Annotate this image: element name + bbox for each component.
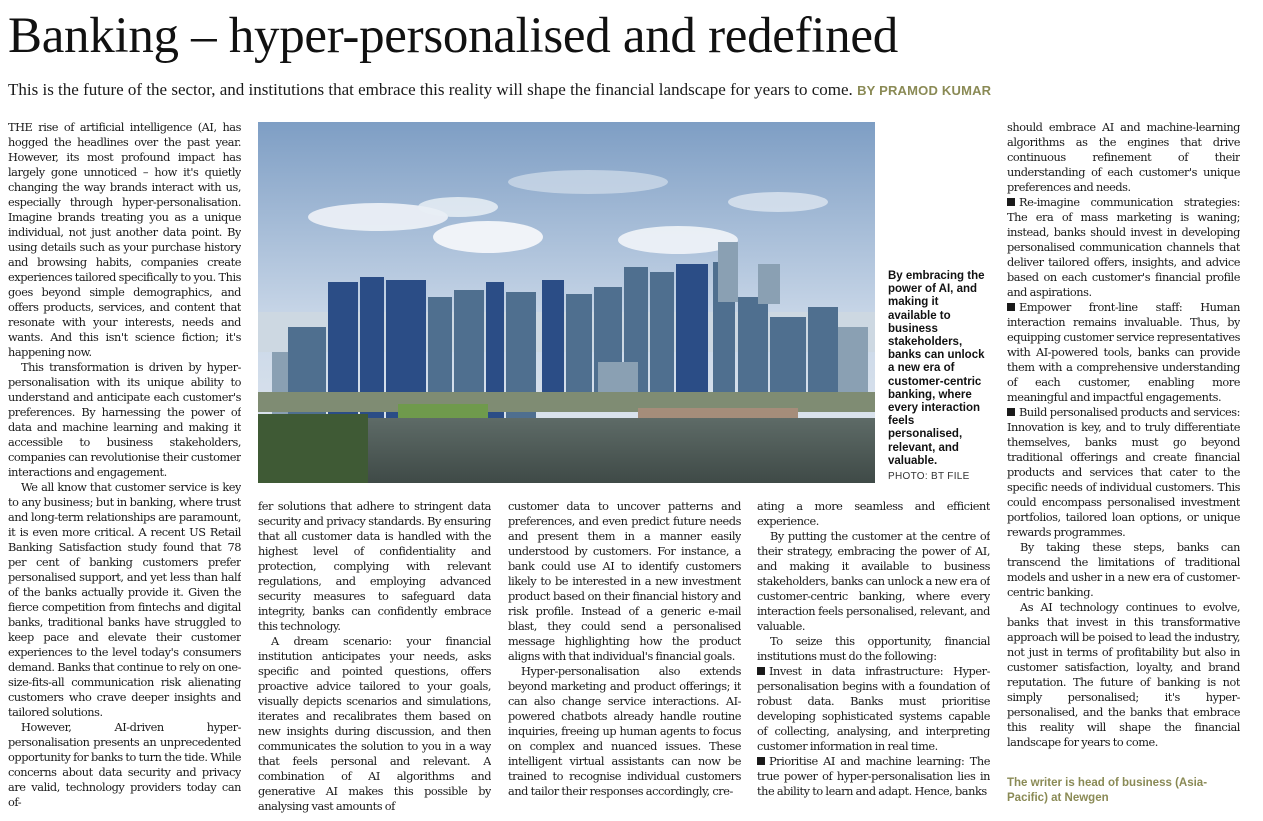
body-paragraph: customer data to uncover patterns and preferences, and even predict future needs and present them in a manner easily understood by customers. For instance, a bank could use AI to identify customers likely to be interested in a new investment product based on their financial history and risk profile. Instead of a generic e-mail blast, they could send a personalised message highlighting how the product aligns with that individual's financial goals. bbox=[508, 499, 741, 663]
body-paragraph: Hyper-personalisation also extends beyond marketing and product offerings; it can also change service interactions. AI-powered chatbots already handle routine inquiries, freeing up human agents to focus on complex and nuanced issues. These intelligent virtual assistants can now be trained to recognise individual customers and tailor their responses accordingly, cre- bbox=[508, 664, 741, 798]
body-paragraph: As AI technology continues to evolve, banks that invest in this transformative approach will be poised to lead the industry, not just in terms of profitability but also in customer satisfaction, loyalty, and brand reputation. The future of banking is not simply personalised; it's hyper-personalised, and the banks that embrace this reality will shape the financial landscape for years to come. bbox=[1007, 600, 1240, 749]
body-paragraph: By taking these steps, banks can transcend the limitations of traditional models and usher in a new era of customer-centric banking. bbox=[1007, 540, 1240, 599]
bullet-item bbox=[1007, 195, 1240, 300]
photo-credit: PHOTO: BT FILE bbox=[888, 471, 970, 482]
body-column-3 bbox=[508, 499, 741, 819]
body-paragraph: We all know that customer service is key to any business; but in banking, where trust and long-term relationships are paramount, it is even more critical. A recent US Retail Banking Satisfaction study found that 78 per cent of banking customers prefer personalised support, and yet less than half of the banks actually provide it. Given the fierce competition from fintechs and digital banks, traditional banks have struggled to keep pace and elevate their customer experiences to the level today's consumers demand. Banks that continue to rely on one-size-fits-all communication risk alienating customers who crave deeper insights and tailored solutions. bbox=[8, 480, 241, 719]
writer-note: The writer is head of business (Asia-Pacific) at Newgen bbox=[1007, 777, 1208, 804]
body-paragraph: THE rise of artificial intelligence (AI, has hogged the headlines over the past year. However, its most profound impact has largely gone unnoticed – how it's quietly changing the way brands interact with us, especially through hyper-personalisation. Imagine brands treating you as a unique individual, not just another data point. By using details such as your purchase history and browsing habits, companies create experiences tailored specifically to you. This goes beyond simple demographics, and offers products, services, and content that resonate with your interests, needs and wants. And this isn't science fiction; it's happening now. bbox=[8, 120, 241, 359]
headline: Banking – hyper-personalised and redefined bbox=[8, 8, 898, 64]
standfirst bbox=[8, 78, 991, 103]
bullet-item bbox=[1007, 300, 1240, 405]
body-column-1 bbox=[8, 120, 241, 820]
body-paragraph: should embrace AI and machine-learning algorithms as the engines that drive continuous refinement of their understanding of each customer's unique preferences and needs. bbox=[1007, 120, 1240, 194]
square-bullet-icon bbox=[1007, 408, 1015, 416]
body-paragraph: fer solutions that adhere to stringent data security and privacy standards. By ensuring that all customer data is handled with the highest level of confidentiality and protection, complying with relevant regulations, and employing advanced security measures to safeguard data integrity, banks can confidently embrace this technology. bbox=[258, 499, 491, 633]
square-bullet-icon bbox=[757, 757, 765, 765]
skyline-illustration bbox=[258, 122, 875, 483]
skyline-photo bbox=[258, 122, 875, 483]
body-paragraph: By putting the customer at the centre of their strategy, embracing the power of AI, and making it available to business stakeholders, banks can unlock a new era of customer-centric banking, where every interaction feels personalised, relevant, and valuable. bbox=[757, 529, 990, 633]
body-column-5 bbox=[1007, 120, 1240, 775]
square-bullet-icon bbox=[757, 667, 765, 675]
square-bullet-icon bbox=[1007, 198, 1015, 206]
bullet-text: Prioritise AI and machine learning: The true power of hyper-personalisation lies in the ability to learn and adapt. Hence, banks bbox=[757, 754, 990, 798]
body-paragraph: However, AI-driven hyper-personalisation presents an unprecedented opportunity for banks to turn the tide. While concerns about data security and privacy are valid, technology providers today can of- bbox=[8, 720, 241, 809]
bullet-text: Empower front-line staff: Human interaction remains invaluable. Thus, by equipping customer service representatives with AI-powered tools, banks can provide them with a comprehensive understanding of each customer, enabling more meaningful and impactful engagements. bbox=[1007, 300, 1240, 404]
body-column-2 bbox=[258, 499, 491, 819]
bullet-text: Build personalised products and services: Innovation is key, and to truly differentiate themselves, banks must go beyond traditional offerings and create financial products and services that cater to the specific needs of individual customers. This could encompass personalised investment portfolios, tailored loan options, or unique rewards programmes. bbox=[1007, 405, 1240, 539]
body-column-4 bbox=[757, 499, 990, 819]
photo-caption: By embracing the power of AI, and making it available to business stakeholders, banks can unlock a new era of customer-centric banking, where every interaction feels personalised, relevant, and valuable. bbox=[888, 270, 985, 467]
bullet-item bbox=[757, 754, 990, 799]
body-paragraph: ating a more seamless and efficient experience. bbox=[757, 499, 990, 528]
square-bullet-icon bbox=[1007, 303, 1015, 311]
bullet-item bbox=[1007, 405, 1240, 540]
bullet-item bbox=[757, 664, 990, 754]
body-paragraph: To seize this opportunity, financial institutions must do the following: bbox=[757, 634, 990, 663]
bullet-text: Invest in data infrastructure: Hyper-personalisation begins with a foundation of robust data. Banks must prioritise developing sophisticated systems capable of collecting, analysing, and interpreting customer information in real time. bbox=[757, 664, 990, 753]
body-paragraph: A dream scenario: your financial institution anticipates your needs, asks specific and pointed questions, offers proactive advice tailored to your goals, visually depicts scenarios and simulations, iterates and recalibrates them based on new insights during discussion, and then communicates the solution to you in a way that feels personal and relevant. A combination of AI algorithms and generative AI makes this possible by analysing vast amounts of bbox=[258, 634, 491, 813]
body-paragraph: This transformation is driven by hyper-personalisation with its unique ability to understand and anticipate each customer's preferences. By harnessing the power of data and machine learning and making it accessible to business stakeholders, companies can revolutionise their customer interactions and engagement. bbox=[8, 360, 241, 479]
byline: BY PRAMOD KUMAR bbox=[857, 83, 992, 98]
standfirst-text: This is the future of the sector, and institutions that embrace this reality will shape the financial landscape for years to come. bbox=[8, 80, 853, 99]
bullet-text: Re-imagine communication strategies: The era of mass marketing is waning; instead, banks should invest in developing personalised communication channels that deliver tailored offers, insights, and advice based on each customer's financial profile and aspirations. bbox=[1007, 195, 1240, 299]
